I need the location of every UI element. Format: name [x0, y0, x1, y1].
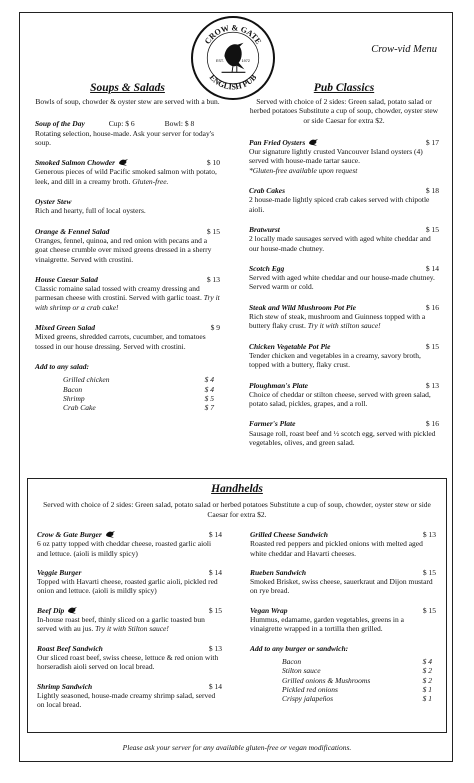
addon-name: Stilton sauce	[282, 666, 321, 676]
menu-item-vegan-wrap	[250, 606, 436, 634]
item-name: Beef Dip	[37, 605, 65, 615]
crow-icon	[222, 43, 246, 73]
crow-icon	[67, 606, 78, 614]
item-description: Lightly seasoned, house-made creamy shrimp salad, served on local bread.	[37, 690, 216, 710]
handhelds-title: Handhelds	[211, 483, 263, 495]
item-description: Rich stew of steak, mushroom and Guinness topped with a buttery flaky crust.	[249, 312, 426, 331]
item-name: Oyster Stew	[35, 197, 72, 207]
menu-item-rueben-sandwich	[250, 568, 436, 596]
item-description: Hummus, edamame, garden vegetables, greens in a vinaigrette wrapped in a tortilla then grilled.	[250, 615, 404, 634]
item-price: $ 15	[422, 567, 436, 577]
menu-item-grilled-cheese-sandwich	[250, 530, 436, 558]
item-name: Vegan Wrap	[250, 605, 288, 615]
addon-name: Grilled chicken	[63, 375, 110, 385]
item-description: 2 locally made sausages served with aged white cheddar and our house-made chutney.	[249, 234, 431, 253]
handhelds-description: Served with choice of 2 sides: Green salad, potato salad or herbed potatoes Substitute a cup of soup, chowder, oyster stew or side Caesar for extra $2.	[43, 500, 431, 519]
item-description: Our sliced roast beef, swiss cheese, lettuce & red onion with horseradish aioli served on local bread.	[37, 652, 219, 672]
addon-row	[250, 657, 436, 666]
item-description: 6 oz patty topped with cheddar cheese, roasted garlic aioli and lettuce. (aioli is mildly spicy)	[37, 539, 212, 558]
crow-icon	[105, 530, 116, 538]
item-price: $ 18	[425, 186, 439, 196]
item-name: Bratwurst	[249, 224, 280, 234]
addon-name: Bacon	[282, 656, 302, 666]
menu-item-beef-dip	[37, 606, 222, 634]
item-description: Roasted red peppers and pickled onions with melted aged white cheddar and Havarti cheeses.	[250, 539, 423, 558]
logo-est: EST.	[215, 58, 224, 63]
item-name: Crab Cakes	[249, 186, 286, 196]
item-note: Try it with shrimp or a crab cake!	[35, 293, 220, 312]
addon-name: Pickled red onions	[282, 684, 338, 694]
item-price: $ 15	[206, 226, 220, 236]
addon-name: Crab Cake	[63, 403, 96, 413]
addon-name: Grilled onions & Mushrooms	[282, 675, 371, 685]
item-price: $ 13	[206, 274, 220, 284]
item-name: Veggie Burger	[37, 567, 82, 577]
item-price: $ 15	[425, 224, 439, 234]
logo-top-text: CROW & GATE	[202, 23, 264, 46]
item-description: 2 house-made lightly spiced crab cakes served with chipotle aioli.	[249, 195, 430, 214]
pub-classics-title: Pub Classics	[313, 82, 375, 94]
item-name: Grilled Cheese Sandwich	[250, 530, 328, 539]
item-description: Sausage roll, roast beef and ½ scotch egg, served with pickled vegetables, olives, and green salad.	[249, 428, 436, 448]
item-name: Orange & Fennel Salad	[35, 226, 110, 236]
menu-item-chicken-vegetable-pot-pie	[249, 342, 439, 370]
menu-item-pan-fried-oysters	[249, 138, 439, 175]
item-description: Our signature lightly crusted Vancouver Island oysters (4) served with house-made tartar sauce.	[249, 147, 423, 166]
item-name: Scotch Egg	[249, 263, 285, 273]
addon-price: $ 2	[422, 675, 432, 685]
addon-price: $ 4	[422, 656, 432, 666]
soups-salads-description: Bowls of soup, chowder & oyster stew are served with a bun.	[35, 97, 220, 106]
menu-item-ploughmans-plate	[249, 381, 439, 409]
item-description: Mixed greens, shredded carrots, cucumber, and tomatoes tossed in our house dressing. Served with crostini.	[35, 332, 206, 351]
menu-item-crab-cakes	[249, 186, 439, 214]
menu-item-roast-beef-sandwich	[37, 644, 222, 672]
menu-item-oyster-stew	[35, 197, 220, 216]
item-price: $ 13	[422, 530, 436, 539]
svg-text:CROW & GATE	[203, 23, 263, 46]
item-name: Roast Beef Sandwich	[37, 643, 103, 653]
pub-classics-section	[249, 82, 439, 458]
handhelds-right-column	[250, 530, 436, 703]
item-price: $ 17	[425, 137, 439, 147]
item-name: Pan Fried Oysters	[249, 137, 306, 147]
item-price: $ 15	[425, 341, 439, 351]
item-name: Chicken Vegetable Pot Pie	[249, 341, 331, 351]
item-description: Tender chicken and vegetables in a creamy, savory broth, topped with a buttery, flaky crust.	[249, 350, 421, 370]
item-price: $ 14	[208, 567, 222, 577]
item-price: $ 13	[425, 380, 439, 390]
menu-item-scotch-egg	[249, 264, 439, 292]
addon-row	[250, 666, 436, 675]
item-price: $ 10	[206, 158, 220, 168]
pub-classics-description: Served with choice of 2 sides: Green salad, potato salad or herbed potatoes Substitute a cup of soup, chowder, oyster stew or side Caesar for extra $2.	[249, 97, 439, 125]
addon-price: $ 5	[204, 393, 214, 403]
handhelds-left-column	[37, 530, 222, 719]
item-name: Shrimp Sandwich	[37, 681, 93, 691]
item-name: Smoked Salmon Chowder	[35, 158, 116, 168]
menu-item-smoked-salmon-chowder	[35, 158, 220, 186]
item-description: Choice of cheddar or stilton cheese, served with green salad, potato salad, pickles, grapes, and a roll.	[249, 389, 431, 409]
item-price: $ 9	[210, 323, 220, 333]
soups-salads-title: Soups & Salads	[90, 82, 165, 94]
item-price: $ 16	[425, 419, 439, 429]
bowl-price: Bowl: $ 8	[164, 119, 195, 129]
addon-row	[35, 385, 220, 394]
salad-addons-title: Add to any salad:	[35, 361, 89, 371]
footer-note: Please ask your server for any available gluten-free or vegan modifications.	[122, 743, 352, 752]
item-price: $ 16	[425, 302, 439, 312]
item-description: Rich and hearty, full of local oysters.	[35, 206, 146, 216]
item-price: $ 13	[208, 643, 222, 653]
menu-item-steak-mushroom-pot-pie	[249, 303, 439, 331]
logo-bottom-text: ENGLISH PUB	[207, 72, 259, 92]
item-price: $ 14	[208, 530, 222, 539]
item-price: $ 15	[422, 605, 436, 615]
addon-price: $ 2	[422, 666, 432, 676]
menu-item-shrimp-sandwich	[37, 682, 222, 710]
item-description: Served with aged white cheddar and our house-made chutney. Served warm or cold.	[249, 273, 435, 292]
item-price: $ 14	[208, 681, 222, 691]
addon-price: $ 1	[422, 694, 432, 704]
item-note: *Gluten-free available upon request	[249, 165, 358, 175]
item-note: Try it with Stilton sauce!	[95, 624, 169, 634]
addon-row	[250, 694, 436, 703]
addon-name: Crispy jalapeños	[282, 694, 334, 704]
item-name: Rueben Sandwich	[250, 567, 307, 577]
menu-item-mixed-green-salad	[35, 323, 220, 351]
item-description: Oranges, fennel, quinoa, and red onion with pecans and a goat cheese crumble over mixed greens dressed in a sherry vinaigrette. Served with crostini.	[35, 235, 212, 264]
menu-item-farmers-plate	[249, 419, 439, 447]
menu-item-soup-of-the-day	[35, 119, 220, 147]
cup-price: Cup: $ 6	[108, 119, 135, 129]
addon-row	[250, 676, 436, 685]
addon-price: $ 4	[204, 375, 214, 385]
addon-row	[250, 685, 436, 694]
menu-item-veggie-burger	[37, 568, 222, 596]
item-description: Topped with Havarti cheese, roasted garlic aioli, pickled red onion and lettuce. (aioli is mildly spicy)	[37, 577, 218, 596]
item-price: $ 15	[208, 605, 222, 615]
addon-price: $ 4	[204, 384, 214, 394]
item-description: Smoked Brisket, swiss cheese, sauerkraut and Dijon mustard on rye bread.	[250, 577, 433, 596]
addon-row	[35, 375, 220, 384]
addon-row	[35, 394, 220, 403]
item-name: Ploughman's Plate	[249, 380, 308, 390]
addon-price: $ 7	[204, 403, 214, 413]
crow-icon	[308, 138, 319, 146]
menu-item-house-caesar-salad	[35, 275, 220, 312]
item-name: Farmer's Plate	[249, 419, 296, 429]
item-name: Soup of the Day	[35, 119, 85, 129]
item-description: Generous pieces of wild Pacific smoked salmon with potato, leek, and dill in a creamy broth.	[35, 167, 217, 186]
addon-name: Bacon	[63, 384, 83, 394]
item-name: Mixed Green Salad	[35, 323, 95, 333]
addon-name: Shrimp	[63, 393, 85, 403]
menu-item-orange-fennel-salad	[35, 227, 220, 264]
item-price: $ 14	[425, 263, 439, 273]
addon-row	[35, 403, 220, 412]
sandwich-addons-title: Add to any burger or sandwich:	[250, 643, 349, 653]
item-description: In-house roast beef, thinly sliced on a garlic toasted bun served with au jus.	[37, 615, 205, 634]
menu-item-bratwurst	[249, 225, 439, 253]
crow-icon	[118, 158, 129, 166]
logo-year: 1972	[241, 58, 251, 63]
menu-item-crow-gate-burger	[37, 530, 222, 558]
soups-salads-section	[35, 82, 220, 412]
item-name: House Caesar Salad	[35, 274, 98, 284]
item-name: Crow & Gate Burger	[37, 530, 102, 539]
item-name: Steak and Wild Mushroom Pot Pie	[249, 302, 356, 312]
item-note: Gluten-free.	[132, 176, 169, 186]
item-description: Rotating selection, house-made. Ask your server for today's soup.	[35, 128, 215, 147]
item-description: Classic romaine salad tossed with creamy dressing and parmesan cheese with crostini. Served with garlic toast.	[35, 284, 202, 303]
addon-price: $ 1	[422, 684, 432, 694]
item-note: Try it with stilton sauce!	[307, 321, 381, 331]
menu-subtitle: Crow-vid Menu	[371, 44, 437, 55]
